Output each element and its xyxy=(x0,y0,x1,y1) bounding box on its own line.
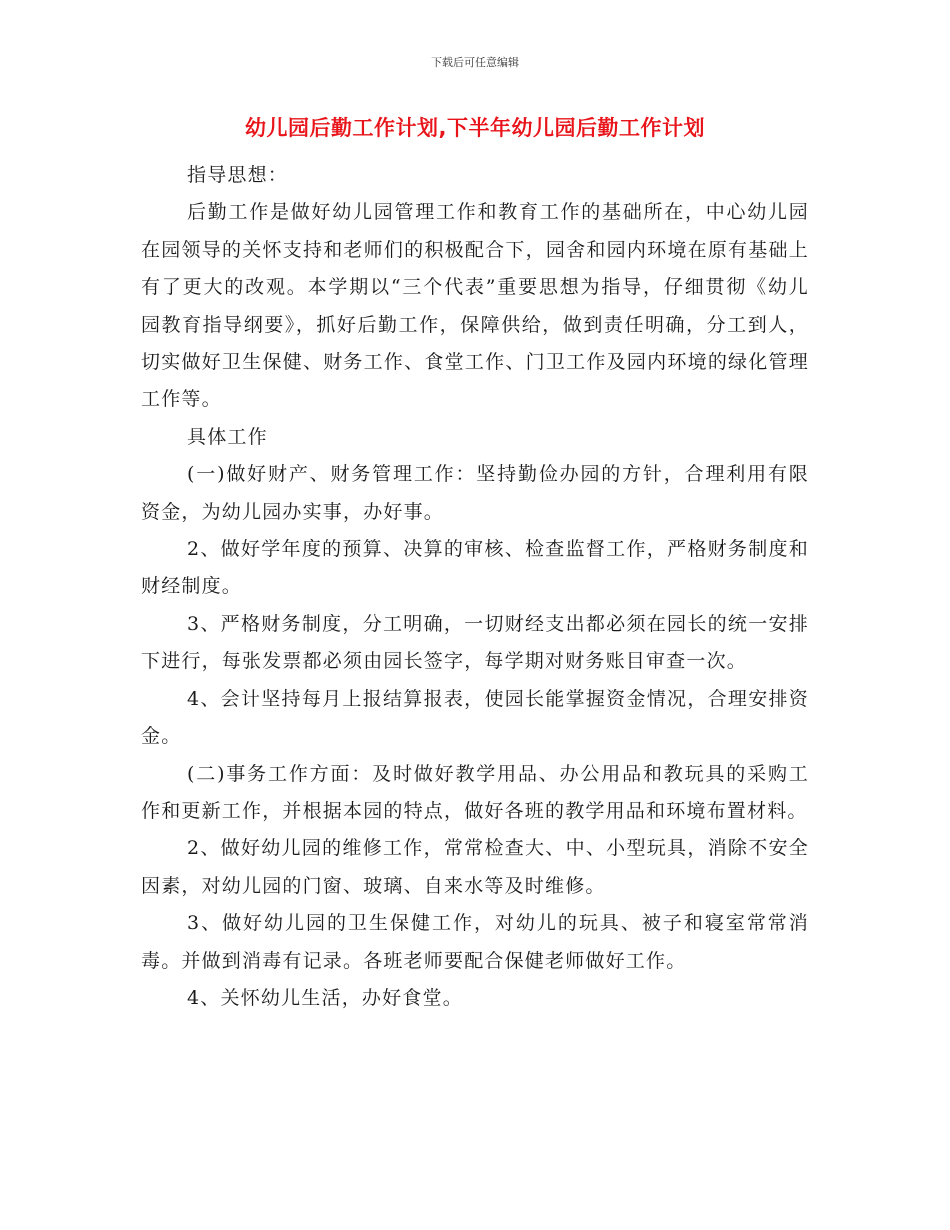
document-title: 幼儿园后勤工作计划,下半年幼儿园后勤工作计划 xyxy=(245,116,705,140)
header-note: 下载后可任意编辑 xyxy=(431,56,519,69)
paragraph-affairs-2: 2、做好幼儿园的维修工作，常常检查大、中、小型玩具，消除不安全因素，对幼儿园的门窗、玻璃、自来水等及时维修。 xyxy=(141,837,809,897)
paragraph-guiding-content: 后勤工作是做好幼儿园管理工作和教育工作的基础所在，中心幼儿园在园领导的关怀支持和老师们的积极配合下，园舍和园内环境在原有基础上有了更大的改观。本学期以“三个代表”重要思想为指导，仔细贯彻《幼儿园教育指导纲要》，抓好后勤工作，保障供给，做到责任明确，分工到人，切实做好卫生保健、财务工作、食堂工作、门卫工作及园内环境的绿化管理工作等。 xyxy=(141,201,809,411)
paragraph-guiding-heading: 指导思想： xyxy=(187,164,289,186)
paragraph-finance-4: 4、会计坚持每月上报结算报表，使园长能掌握资金情况，合理安排资金。 xyxy=(141,687,809,748)
paragraph-affairs-4: 4、关怀幼儿生活，办好食堂。 xyxy=(187,986,463,1009)
paragraph-affairs-3: 3、做好幼儿园的卫生保健工作，对幼儿的玩具、被子和寝室常常消毒。并做到消毒有记录。各班老师要配合保健老师做好工作。 xyxy=(141,912,809,972)
document-body xyxy=(141,157,809,1017)
paragraph-finance-1: (一)做好财产、财务管理工作：坚持勤俭办园的方针，合理利用有限资金，为幼儿园办实事，办好事。 xyxy=(141,463,809,523)
paragraph-specific-heading: 具体工作 xyxy=(187,425,268,448)
paragraph-affairs-1: (二)事务工作方面：及时做好教学用品、办公用品和教玩具的采购工作和更新工作，并根据本园的特点，做好各班的教学用品和环境布置材料。 xyxy=(141,762,809,822)
paragraph-finance-3: 3、严格财务制度，分工明确，一切财经支出都必须在园长的统一安排下进行，每张发票都必须由园长签字，每学期对财务账目审查一次。 xyxy=(141,612,809,673)
paragraph-finance-2: 2、做好学年度的预算、决算的审核、检查监督工作，严格财务制度和财经制度。 xyxy=(141,538,809,598)
